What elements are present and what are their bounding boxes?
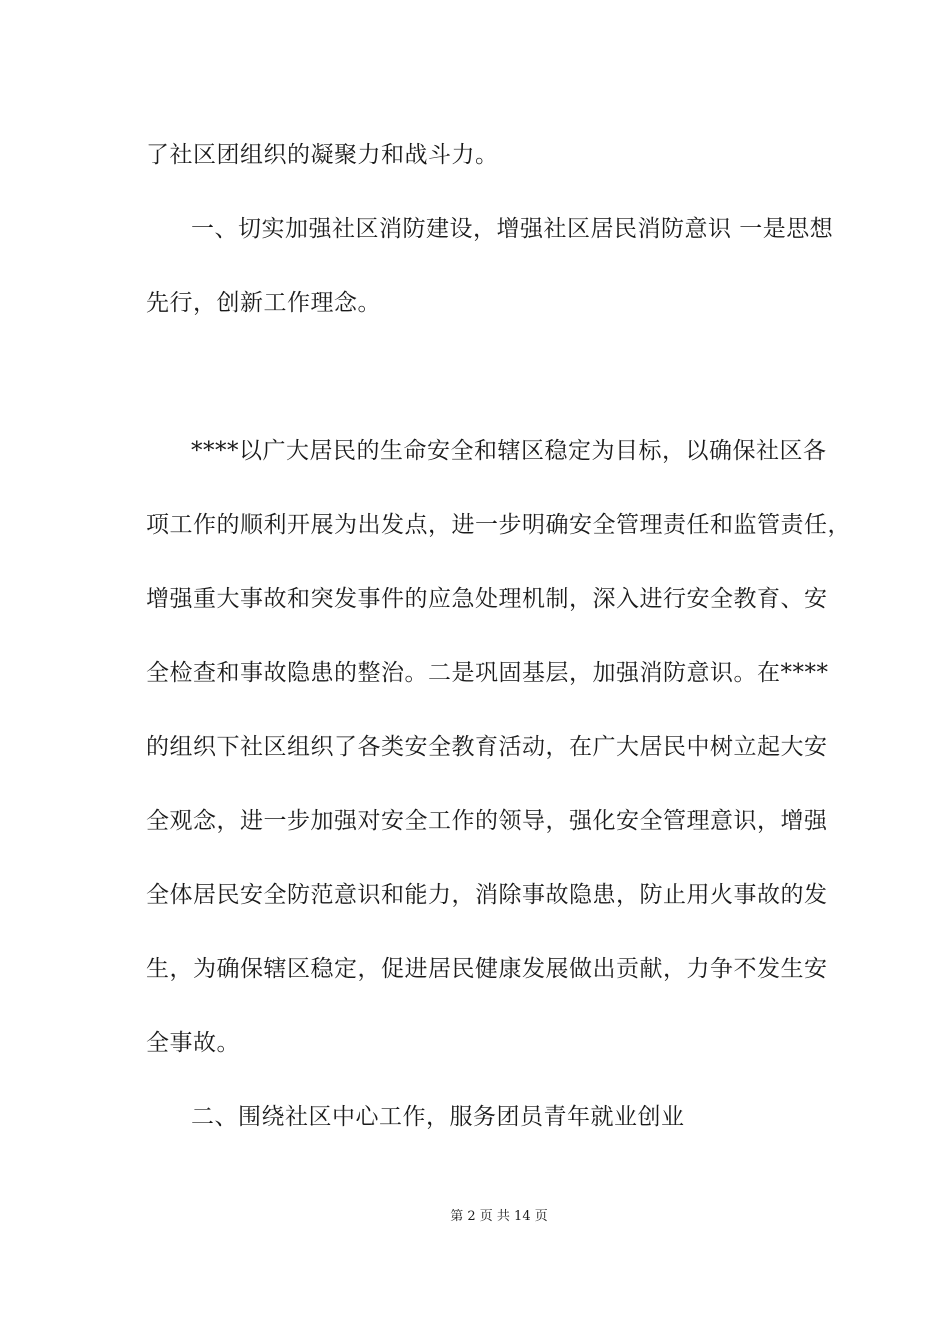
body-text-line: 了社区团组织的凝聚力和战斗力。 bbox=[146, 142, 499, 168]
body-text-line: 生，为确保辖区稳定，促进居民健康发展做出贡献，力争不发生安 bbox=[146, 956, 828, 982]
body-text-line: 项工作的顺利开展为出发点，进一步明确安全管理责任和监管责任， bbox=[146, 512, 851, 538]
body-text-line: 的组织下社区组织了各类安全教育活动，在广大居民中树立起大安 bbox=[146, 734, 828, 760]
body-text-line: 先行，创新工作理念。 bbox=[146, 290, 381, 316]
page-number-footer: 第 2 页 共 14 页 bbox=[450, 1209, 548, 1224]
body-text-line: 全检查和事故隐患的整治。二是巩固基层，加强消防意识。在**** bbox=[146, 660, 829, 686]
body-text-line: 全事故。 bbox=[146, 1030, 240, 1056]
body-text-line: 全观念，进一步加强对安全工作的领导，强化安全管理意识，增强 bbox=[146, 808, 828, 834]
section-heading-line: 二、围绕社区中心工作，服务团员青年就业创业 bbox=[191, 1104, 685, 1130]
section-heading-line: 一、切实加强社区消防建设，增强社区居民消防意识 一是思想 bbox=[191, 216, 834, 242]
body-text-line: 全体居民安全防范意识和能力，消除事故隐患，防止用火事故的发 bbox=[146, 882, 828, 908]
body-text-line: 增强重大事故和突发事件的应急处理机制，深入进行安全教育、安 bbox=[146, 586, 828, 612]
body-text-line: ****以广大居民的生命安全和辖区稳定为目标，以确保社区各 bbox=[191, 438, 827, 464]
